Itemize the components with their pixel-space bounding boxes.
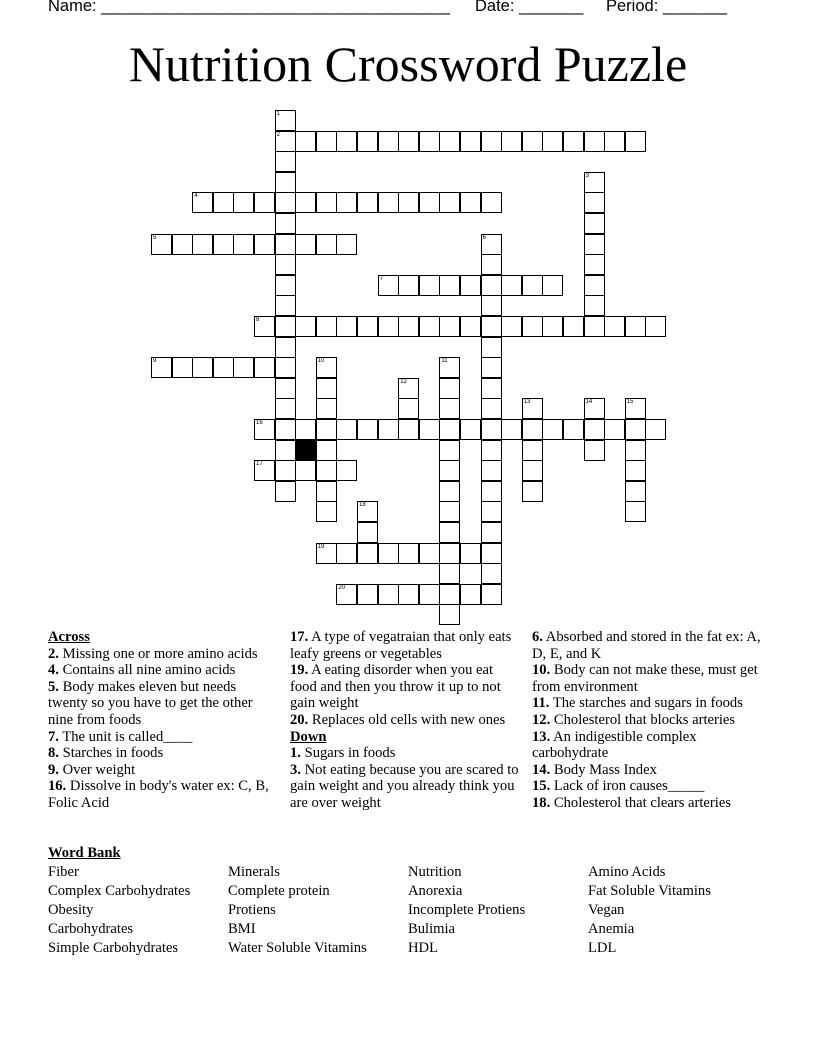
clue-number: 15 [626,399,634,406]
word-bank-item: Anemia [588,921,635,937]
crossword-cell[interactable] [481,419,502,440]
crossword-cell[interactable] [316,481,337,502]
crossword-cell[interactable] [275,398,296,419]
crossword-cell[interactable] [439,563,460,584]
crossword-cell[interactable] [275,151,296,172]
crossword-cell[interactable] [481,501,502,522]
crossword-cell[interactable] [254,460,275,481]
crossword-cell[interactable] [563,316,584,337]
crossword-cell[interactable] [398,192,419,213]
crossword-cell[interactable] [275,337,296,358]
crossword-cell[interactable] [501,316,522,337]
crossword-cell[interactable] [522,316,543,337]
word-bank-item: Anorexia [408,883,463,899]
crossword-cell[interactable] [522,481,543,502]
crossword-cell[interactable] [398,398,419,419]
crossword-cell[interactable] [295,192,316,213]
word-bank-item: Water Soluble Vitamins [228,940,367,956]
crossword-cell[interactable] [357,192,378,213]
period-field-label[interactable]: Period: _______ [606,0,728,15]
clue-down-11: 11. The starches and sugars in foods [532,695,743,712]
crossword-cell[interactable] [316,460,337,481]
crossword-cell[interactable] [316,131,337,152]
crossword-cell[interactable] [275,481,296,502]
crossword-cell[interactable] [378,131,399,152]
crossword-cell[interactable] [501,419,522,440]
clue-number: 12 [400,378,407,385]
crossword-cell[interactable] [192,357,213,378]
date-field-label[interactable]: Date: _______ [475,0,584,15]
word-bank-item: Bulimia [408,921,456,937]
crossword-cell[interactable] [522,398,543,419]
crossword-cell[interactable] [419,316,440,337]
crossword-cell[interactable] [378,275,399,296]
crossword-cell[interactable] [460,131,481,152]
crossword-cell[interactable] [295,131,316,152]
crossword-cell[interactable] [584,131,605,152]
crossword-cell[interactable] [481,460,502,481]
crossword-cell[interactable] [254,357,275,378]
crossword-cell[interactable] [584,275,605,296]
crossword-cell[interactable] [625,501,646,522]
crossword-cell[interactable] [316,419,337,440]
crossword-cell[interactable] [336,192,357,213]
crossword-cell[interactable] [275,234,296,255]
crossword-cell[interactable] [460,584,481,605]
crossword-cell[interactable] [295,234,316,255]
crossword-cell[interactable] [316,440,337,461]
crossword-cell[interactable] [481,275,502,296]
crossword-cell[interactable] [357,584,378,605]
word-bank-item: Amino Acids [588,864,666,880]
crossword-cell[interactable] [563,131,584,152]
crossword-cell[interactable] [584,398,605,419]
clue-across-4: 4. Contains all nine amino acids [48,662,236,679]
clues-column-3 [532,629,764,812]
crossword-cell[interactable] [481,316,502,337]
crossword-cell[interactable] [625,419,646,440]
crossword-cell[interactable] [336,131,357,152]
crossword-cell[interactable] [481,378,502,399]
crossword-cell[interactable] [584,254,605,275]
crossword-cell[interactable] [295,316,316,337]
clue-across-19: 19. A eating disorder when you eat food and then you throw it up to not gain weight [290,662,501,712]
crossword-cell[interactable] [316,398,337,419]
word-bank-item: Fiber [48,864,79,880]
clue-number: 17 [256,461,263,468]
crossword-cell[interactable] [316,192,337,213]
clue-down-1: 1. Sugars in foods [290,745,396,762]
crossword-cell[interactable] [604,419,625,440]
crossword-cell[interactable] [439,398,460,419]
crossword-cell[interactable] [584,316,605,337]
crossword-cell[interactable] [419,131,440,152]
crossword-cell[interactable] [275,131,296,152]
word-bank-item: Minerals [228,864,280,880]
crossword-cell[interactable] [336,419,357,440]
clue-number: 7 [379,275,383,282]
crossword-cell[interactable] [254,192,275,213]
clues-column-2 [290,629,522,812]
word-bank-item: Carbohydrates [48,921,134,937]
crossword-cell[interactable] [645,419,666,440]
crossword-cell[interactable] [439,131,460,152]
crossword-cell[interactable] [501,131,522,152]
crossword-cell[interactable] [398,543,419,564]
crossword-cell[interactable] [316,234,337,255]
crossword-cell[interactable] [439,316,460,337]
clue-number: 19 [317,543,325,550]
clue-down-12: 12. Cholesterol that blocks arteries [532,711,736,728]
crossword-cell[interactable] [460,192,481,213]
clue-number: 2 [276,131,280,138]
crossword-cell[interactable] [584,440,605,461]
crossword-cell[interactable] [542,131,563,152]
crossword-cell[interactable] [275,316,296,337]
crossword-cell[interactable] [275,275,296,296]
crossword-cell[interactable] [275,213,296,234]
crossword-cell[interactable] [625,460,646,481]
crossword-cell[interactable] [522,275,543,296]
crossword-cell[interactable] [645,316,666,337]
crossword-cell[interactable] [439,419,460,440]
word-bank-column [48,863,228,958]
crossword-cell[interactable] [275,357,296,378]
crossword-cell[interactable] [625,398,646,419]
crossword-cell[interactable] [192,192,213,213]
crossword-cell[interactable] [604,131,625,152]
crossword-cell[interactable] [439,440,460,461]
crossword-cell[interactable] [275,419,296,440]
word-bank-item: Obesity [48,902,94,918]
crossword-cell[interactable] [481,337,502,358]
crossword-cell[interactable] [460,316,481,337]
crossword-cell[interactable] [542,419,563,440]
crossword-cell[interactable] [522,440,543,461]
crossword-cell[interactable] [481,398,502,419]
clue-number: 10 [317,358,325,365]
crossword-cell[interactable] [439,275,460,296]
crossword-cell[interactable] [336,460,357,481]
crossword-cell[interactable] [357,522,378,543]
crossword-cell[interactable] [481,234,502,255]
crossword-cell[interactable] [316,316,337,337]
crossword-cell[interactable] [357,543,378,564]
crossword-cell[interactable] [357,316,378,337]
crossword-cell[interactable] [192,234,213,255]
crossword-cell[interactable] [233,357,254,378]
crossword-cell[interactable] [584,295,605,316]
crossword-cell[interactable] [584,234,605,255]
crossword-cell[interactable] [275,172,296,193]
crossword-cell[interactable] [378,419,399,440]
clue-down-13: 13. An indigestible complex carbohydrate [532,728,697,762]
word-bank-item: LDL [588,940,617,956]
clue-down-6: 6. Absorbed and stored in the fat ex: A, D, E, and K [532,629,761,662]
crossword-cell[interactable] [439,357,460,378]
crossword-cell[interactable] [522,419,543,440]
clue-number: 20 [338,584,346,591]
crossword-cell[interactable] [625,481,646,502]
clue-down-15: 15. Lack of iron causes_____ [532,778,705,795]
crossword-cell[interactable] [275,295,296,316]
crossword-cell[interactable] [439,584,460,605]
clue-number: 18 [359,502,366,509]
crossword-cell[interactable] [172,234,193,255]
clue-number: 5 [153,234,157,241]
crossword-cell[interactable] [275,254,296,275]
word-bank-item: BMI [228,921,256,937]
crossword-cell[interactable] [275,192,296,213]
crossword-cell[interactable] [378,316,399,337]
clue-across-9: 9. Over weight [48,761,136,778]
crossword-cell[interactable] [439,460,460,481]
page-title: Nutrition Crossword Puzzle [128,36,688,92]
crossword-cell[interactable] [584,419,605,440]
crossword-cell[interactable] [336,543,357,564]
word-bank-item: Complete protein [228,883,330,899]
word-bank-item: HDL [408,940,438,956]
crossword-cell[interactable] [357,501,378,522]
crossword-cell[interactable] [419,419,440,440]
crossword-cell[interactable] [419,275,440,296]
crossword-cell[interactable] [275,378,296,399]
crossword-cell[interactable] [233,192,254,213]
crossword-cell[interactable] [316,378,337,399]
crossword-cell[interactable] [460,275,481,296]
crossword-cell[interactable] [584,172,605,193]
crossword-cell[interactable] [439,501,460,522]
clue-down-14: 14. Body Mass Index [532,761,657,778]
crossword-cell[interactable] [439,481,460,502]
crossword-cell[interactable] [233,234,254,255]
crossword-cell[interactable] [172,357,193,378]
crossword-cell[interactable] [439,378,460,399]
crossword-cell[interactable] [522,460,543,481]
clue-across-20: 20. Replaces old cells with new ones [290,711,506,728]
across-heading: Across [48,629,90,645]
word-bank-column [588,863,768,958]
clue-number: 8 [256,317,260,323]
crossword-cell[interactable] [481,543,502,564]
crossword-cell[interactable] [398,419,419,440]
crossword-cell[interactable] [295,419,316,440]
word-bank-item: Protiens [228,902,276,918]
crossword-cell[interactable] [151,234,172,255]
word-bank-item: Incomplete Protiens [408,902,526,918]
crossword-cell[interactable] [398,316,419,337]
word-bank-item: Complex Carbohydrates [48,883,191,899]
crossword-cell[interactable] [357,419,378,440]
crossword-cell[interactable] [439,192,460,213]
crossword-cell[interactable] [481,254,502,275]
crossword-cell[interactable] [542,275,563,296]
clue-number: 11 [441,358,448,365]
clue-across-17: 17. A type of vegatraian that only eats leafy greens or vegetables [290,629,512,662]
crossword-cell[interactable] [275,110,296,131]
clue-across-5: 5. Body makes eleven but needs twenty so you have to get the other nine from foods [48,678,253,728]
word-bank-item: Simple Carbohydrates [48,940,179,956]
crossword-cell[interactable] [336,316,357,337]
crossword-cell[interactable] [275,460,296,481]
crossword-cell[interactable] [336,584,357,605]
crossword-cell[interactable] [151,357,172,378]
crossword-cell[interactable] [398,584,419,605]
crossword-cell[interactable] [213,357,234,378]
crossword-cell[interactable] [481,440,502,461]
crossword-cell[interactable] [625,316,646,337]
crossword-cell[interactable] [584,213,605,234]
crossword-cell[interactable] [584,192,605,213]
crossword-cell[interactable] [481,584,502,605]
clue-number: 16 [256,420,263,426]
crossword-cell[interactable] [625,131,646,152]
clue-number: 1 [276,111,280,117]
crossword-cell[interactable] [563,419,584,440]
word-bank-item: Fat Soluble Vitamins [588,883,711,899]
crossword-cell[interactable] [522,131,543,152]
word-bank-column [408,863,588,958]
crossword-cell[interactable] [336,234,357,255]
clue-down-10: 10. Body can not make these, must get from environment [532,662,758,695]
crossword-cell[interactable] [378,192,399,213]
clue-number: 13 [523,399,531,406]
crossword-cell[interactable] [316,357,337,378]
crossword-cell[interactable] [357,131,378,152]
crossword-cell[interactable] [481,295,502,316]
word-bank-item: Nutrition [408,864,462,880]
word-bank-item: Vegan [588,902,625,918]
clue-number: 6 [482,234,486,241]
crossword-cell[interactable] [542,316,563,337]
crossword-cell[interactable] [625,440,646,461]
crossword-cell[interactable] [254,234,275,255]
clue-across-7: 7. The unit is called____ [48,728,193,745]
clue-down-18: 18. Cholesterol that clears arteries [532,794,731,811]
crossword-cell[interactable] [481,192,502,213]
crossword-cell[interactable] [316,543,337,564]
word-bank-heading: Word Bank [48,845,121,861]
clue-number: 9 [153,358,157,365]
crossword-cell[interactable] [439,543,460,564]
name-field-label[interactable]: Name: ______________________________________ [48,0,450,15]
crossword-cell[interactable] [419,192,440,213]
crossword-cell[interactable] [254,419,275,440]
crossword-cell[interactable] [378,543,399,564]
crossword-cell[interactable] [398,131,419,152]
crossword-cell[interactable] [501,275,522,296]
crossword-cell[interactable] [460,419,481,440]
word-bank-column [228,863,408,958]
crossword-cell[interactable] [213,192,234,213]
crossword-cell[interactable] [439,522,460,543]
crossword-cell[interactable] [481,563,502,584]
crossword-cell[interactable] [419,543,440,564]
crossword-cell[interactable] [419,584,440,605]
crossword-cell[interactable] [275,440,296,461]
clue-across-16: 16. Dissolve in body's water ex: C, B, Folic Acid [48,778,269,811]
down-heading: Down [290,728,327,745]
crossword-cell[interactable] [254,316,275,337]
crossword-cell[interactable] [378,584,399,605]
crossword-cell[interactable] [295,460,316,481]
crossword-cell[interactable] [460,543,481,564]
crossword-cell[interactable] [604,316,625,337]
clues-column-1 [48,629,278,812]
crossword-cell[interactable] [316,501,337,522]
clue-number: 3 [585,172,589,179]
clue-down-3: 3. Not eating because you are scared to gain weight and you already think you are over weight [290,761,519,811]
clue-across-2: 2. Missing one or more amino acids [48,645,258,662]
crossword-cell[interactable] [439,604,460,625]
clue-number: 14 [585,399,593,406]
clue-across-8: 8. Starches in foods [48,745,164,762]
crossword-cell[interactable] [398,378,419,399]
crossword-cell[interactable] [481,357,502,378]
crossword-black-cell [295,440,316,461]
crossword-cell[interactable] [398,275,419,296]
crossword-cell[interactable] [481,481,502,502]
crossword-cell[interactable] [481,522,502,543]
clue-number: 4 [194,193,198,200]
crossword-cell[interactable] [213,234,234,255]
crossword-cell[interactable] [481,131,502,152]
